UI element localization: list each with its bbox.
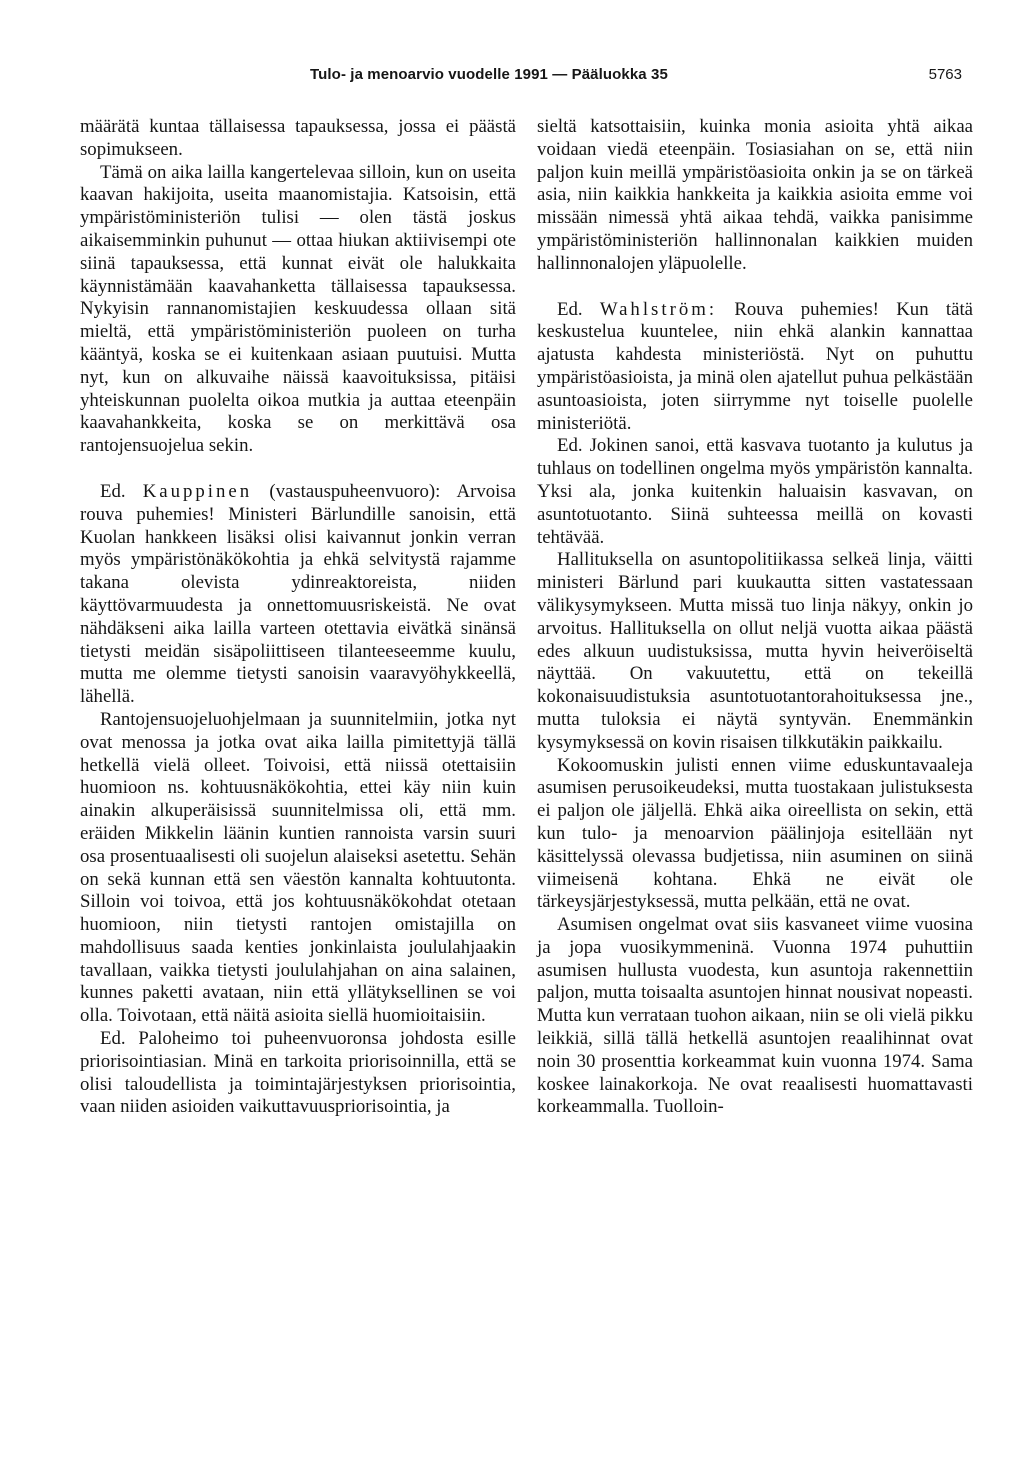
speech-kauppinen — [80, 481, 516, 709]
speech-text: Rouva puhemies! Kun tätä keskustelua kuuntelee, niin ehkä alankin kannattaa ajatusta kahdesta ministeriöstä. Nyt on puhuttu ympäristöasioista, ja minä olen ajatellut puhua pelkästään asuntoasioista, joten siirrymme nyt toiselle puolelle ministeriötä. — [537, 298, 973, 434]
paragraph: Ed. Jokinen sanoi, että kasvava tuotanto ja kulutus ja tuhlaus on todellinen ongelma myös ympäristön kannalta. Yksi ala, jonka kuitenkin haluaisin kasvavan, on asuntotuotanto. Siinä suhteessa meillä on kovasti tehtävää. — [537, 435, 973, 548]
paragraph: määrätä kuntaa tällaisessa tapauksessa, jossa ei päästä sopimukseen. — [80, 116, 516, 160]
paragraph: sieltä katsottaisiin, kuinka monia asioita yhtä aikaa voidaan viedä eteenpäin. Tosiasiahan on se, että niin paljon kuin meillä ympäristöasioita onkin ja se on tärkeä asia, niin kaikkia hankkeita ja kaikkia asioita emme voi missään nimessä yhtä aikaa tehdä, vaikka panisimme ympäristöministeriön hallinnonalan kaikkien muiden hallinnonalojen yläpuolelle. — [537, 116, 973, 274]
paragraph: Asumisen ongelmat ovat siis kasvaneet viime vuosina ja jopa vuosikymmeninä. Vuonna 1974 puhuttiin asumisen hullusta vuodesta, kun asuntoja rakennettiin paljon, mutta toisaalta asuntojen hinnat nousivat nopeasti. Mutta kun verrataan tuohon aikaan, niin se oli vielä pikku leikkiä, sillä tällä hetkellä asuntojen reaalihinnat ovat noin 30 prosenttia korkeammat kuin vuonna 1974. Sama koskee lainakorkoja. Ne ovat reaalisesti huomattavasti korkeammalla. Tuolloin- — [537, 914, 973, 1118]
speech-prefix: Ed. — [557, 298, 583, 320]
running-head: Tulo- ja menoarvio vuodelle 1991 — Pääluokka 35 — [310, 66, 668, 83]
paragraph: Tämä on aika lailla kangertelevaa silloin, kun on useita kaavan hakijoita, useita maanomistajia. Katsoisin, että ympäristöministeriön tulisi — olen tästä joskus aikaisemminkin puhunut — ottaa hiukan aktiivisempi ote siinä tapauksessa, että kunnat eivät ole halukkaita käynnistämään kaavahanketta tällaisessa tapauksessa. Nykyisin rannanomistajien keskuudessa ollaan sitä mieltä, että ympäristöministeriön puoleen on turha kääntyä, koska se ei kuitenkaan asiaan puutuisi. Mutta nyt, kun on alkuvaihe näissä kaavoituksissa, pitäisi yhteiskunnan puolelta oikoa mutkia ja auttaa eteenpäin kaavahankkeita, koska se on merkittävä osa rantojensuojelua sekin. — [80, 161, 516, 457]
left-column — [80, 116, 516, 1119]
speech-wahlstrom — [537, 299, 973, 436]
paragraph: Hallituksella on asuntopolitiikassa selkeä linja, väitti ministeri Bärlund pari kuukautta sitten vastatessaan välikysymykseen. Mutta missä tuo linja näkyy, onkin jo arvoitus. Hallituksella on ollut neljä vuotta aikaa päästä edes alkuun uudistuksissa, mutta hyvin heiveröiseltä näyttää. On vakuutettu, että on tekeillä kokonaisuudistuksia asuntotuotantorahoituksessa jne., mutta tuloksia ei näytä syntyvän. Enemmänkin kysymyksessä on kovin risaisen tilkkutäkin paikkailu. — [537, 549, 973, 753]
page-number: 5763 — [928, 66, 962, 83]
paragraph: Kokoomuskin julisti ennen viime eduskuntavaaleja asumisen perusoikeudeksi, mutta tuostakaan julistuksesta ei paljon ole jäljellä. Ehkä aika oireellista on sekin, että kun tulo- ja menoarvion päälinjoja esitellään nyt käsittelyssä olevassa budjetissa, niin asuminen on siinä viimeisenä kohtana. Ehkä ne eivät ole tärkeysjärjestyksessä, mutta pelkään, että ne ovat. — [537, 754, 973, 913]
speaker-name: Kauppinen — [142, 480, 253, 502]
paragraph: Rantojensuojeluohjelmaan ja suunnitelmiin, jotka nyt ovat menossa ja jotka ovat aika lailla pimitettyjä tällä hetkellä vielä olleet. Toivoisi, että niissä otettaisiin huomioon ns. kohtuusnäkökohtia, ettei käy niin kuin ainakin alkuperäisissä suunnitelmissa oli, että mm. eräiden Mikkelin läänin kuntien rannoista varsin suuri osa prosentuaalisesti oli suojelun alaiseksi asetettu. Sehän on sekä kunnan että sen väestön kannalta kohtuutonta. Silloin voi toivoa, että jos kohtuusnäkökohdat otetaan huomioon, niin tietysti rantojen omistajilla on mahdollisuus saada kenties jonkinlaista joululahjaakin tavallaan, vaikka tietysti joululahjahan on aina salainen, kunnes paketti avataan, niin että yllätyksellinen se voi olla. Toivotaan, että näitä asioita siellä huomioitaisiin. — [80, 708, 516, 1027]
speech-prefix: Ed. — [100, 480, 126, 502]
right-column — [537, 116, 973, 1119]
paragraph: Ed. Paloheimo toi puheenvuoronsa johdosta esille priorisointiasian. Minä en tarkoita priorisoinnilla, että se olisi taloudellista ja toimintajärjestyksen priorisointia, vaan niiden asioiden vaikuttavuuspriorisointia, ja — [80, 1028, 516, 1118]
speech-text: (vastauspuheenvuoro): Arvoisa rouva puhemies! Ministeri Bärlundille sanoisin, että Kuolan hankkeen lisäksi olisi kaivannut jonkin verran myös ympäristönäkökohtia ja ehkä selvitystä rajamme takana olevista ydinreaktoreista, niiden käyttövarmuudesta ja onnettomuusriskeistä. Ne ovat nähdäkseni aika lailla varteen otettavia eivätkä sinänsä tietysti meidän sisäpoliittiseen tilanteeseemme kuulu, mutta me olemme tietysti sanoisin vaaravyöhykkeellä, lähellä. — [80, 480, 516, 708]
speaker-name: Wahlström: — [599, 298, 718, 320]
